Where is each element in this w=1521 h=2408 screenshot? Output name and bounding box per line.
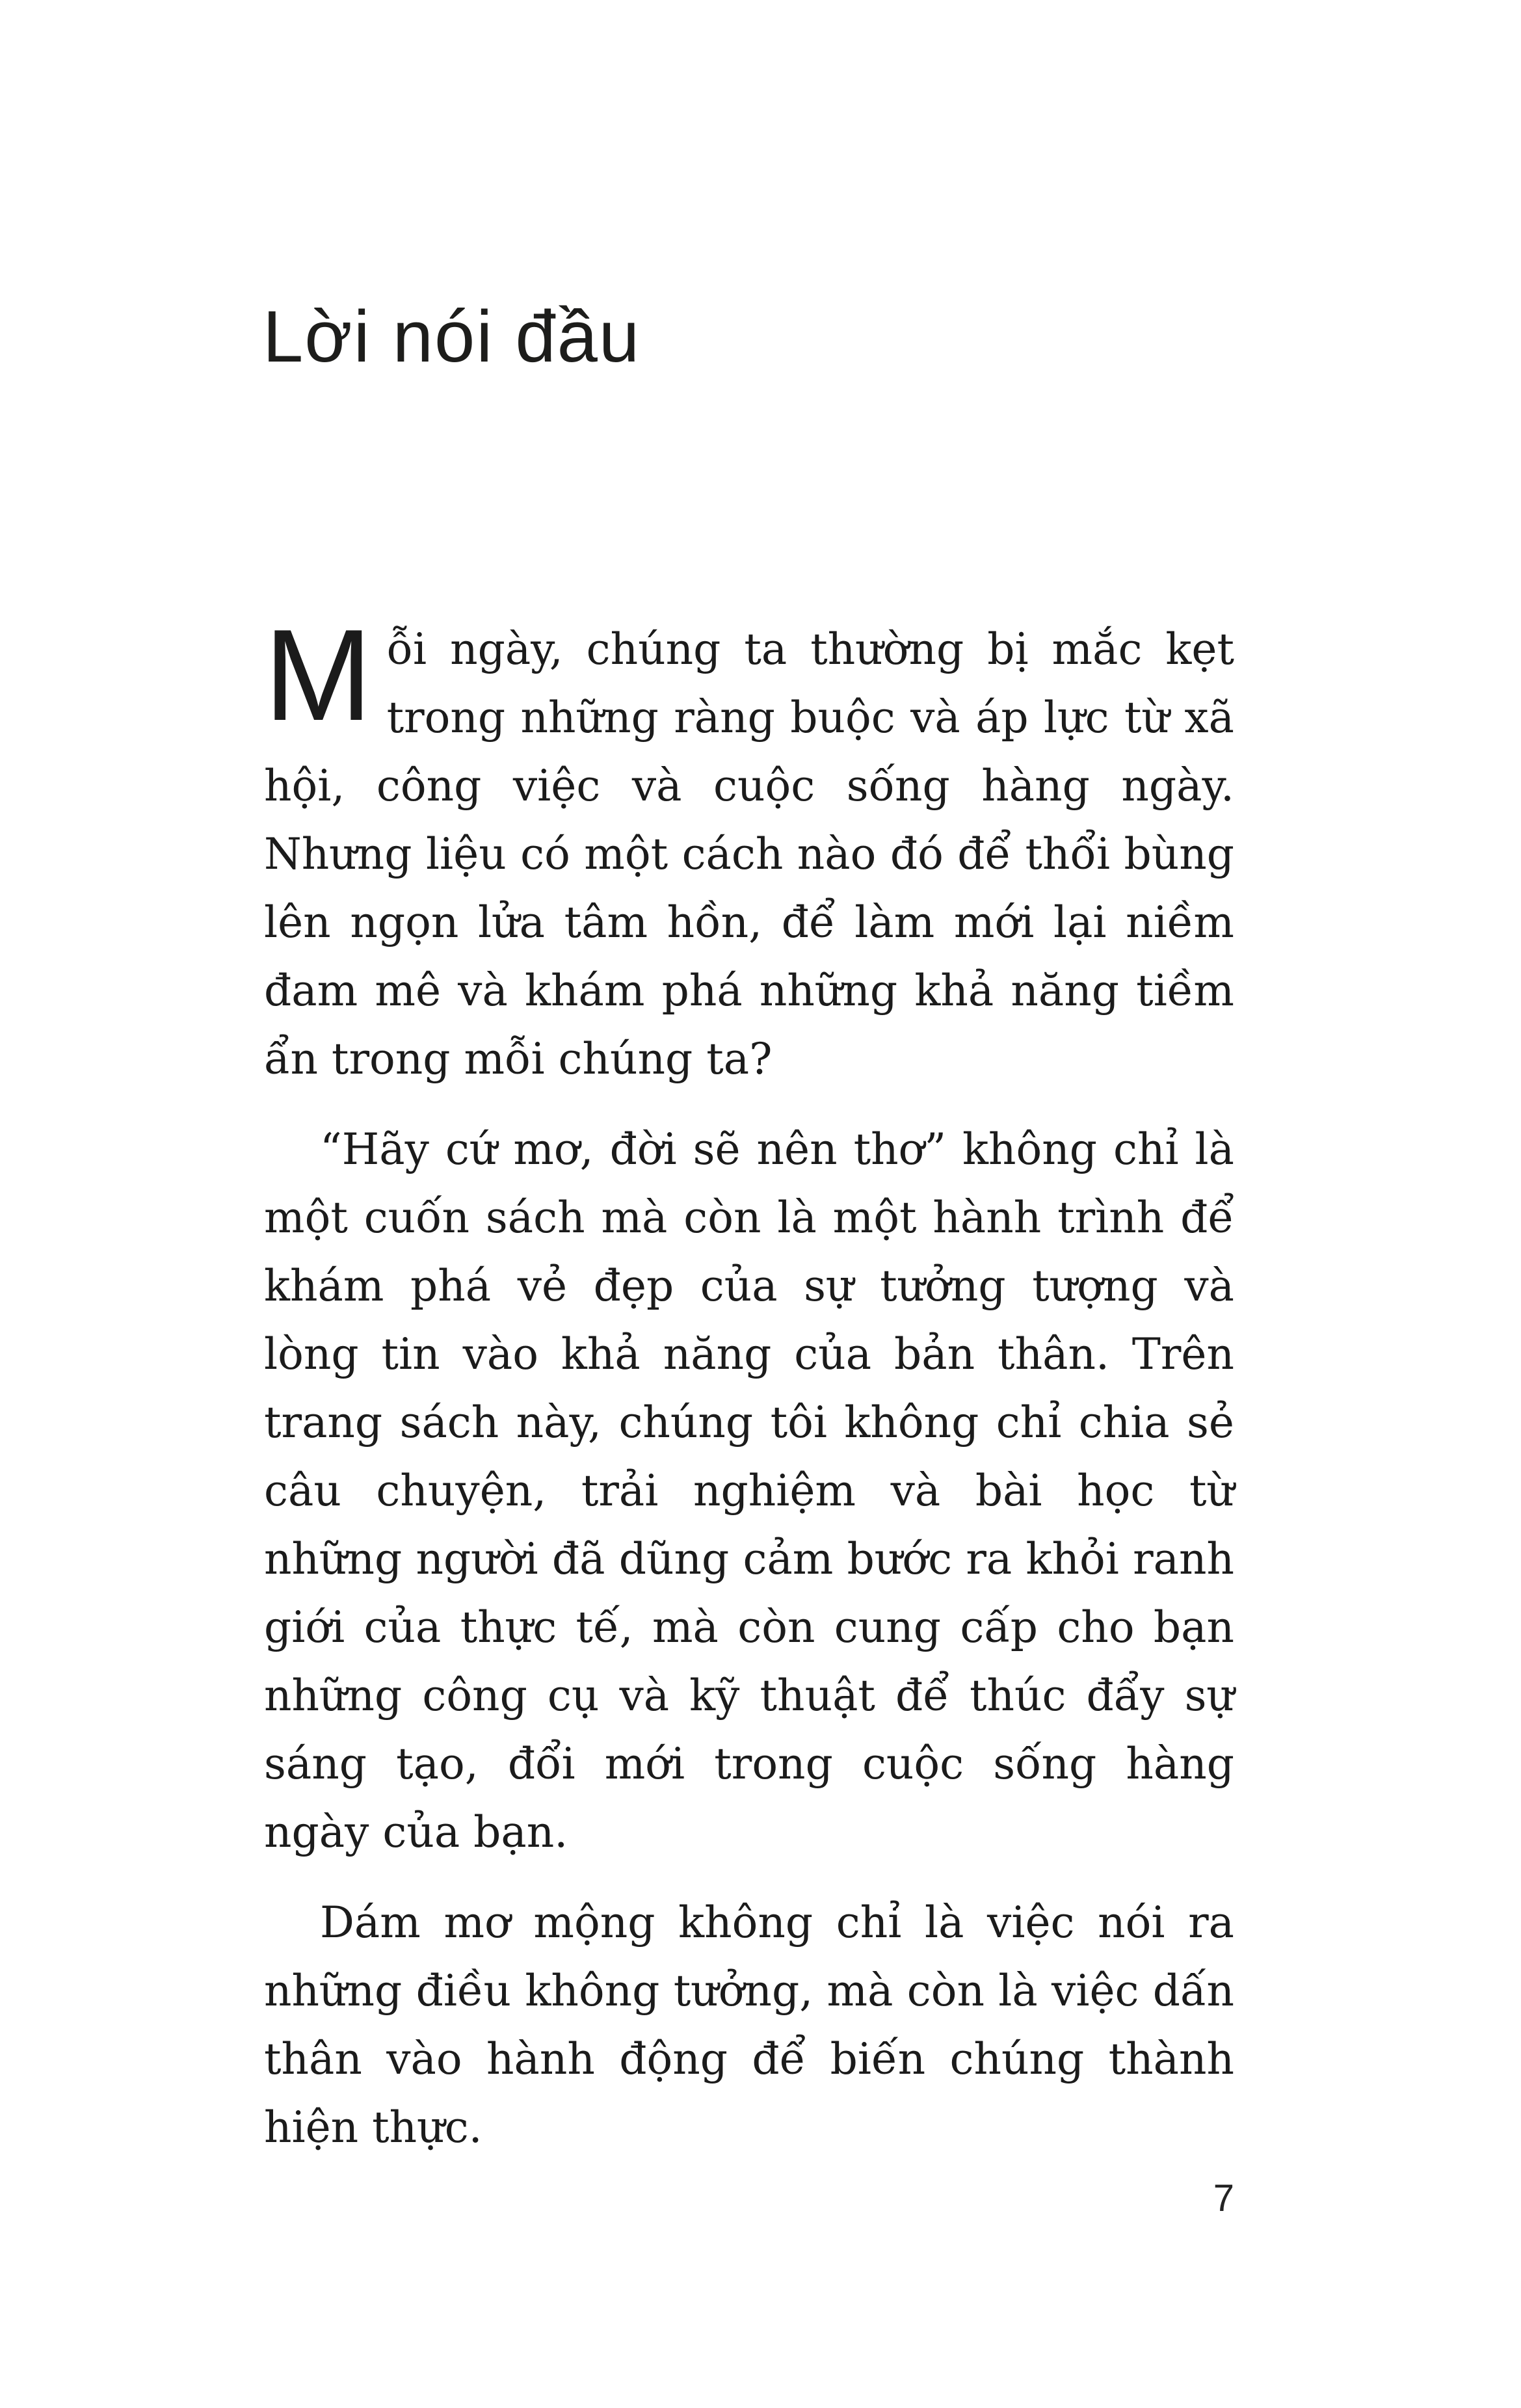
chapter-title: Lời nói đầu (263, 296, 641, 377)
paragraph-1-text: ỗi ngày, chúng ta thường bị mắc kẹt trong những ràng buộc và áp lực từ xã hội, công việc và cuộc sống hàng ngày. Nhưng liệu có một cách nào đó để thổi bùng lên ngọn lửa tâm hồn, để làm mới lại niềm đam mê và khám phá những khả năng tiềm ẩn trong mỗi chúng ta? (264, 624, 1234, 1084)
paragraph-3: Dám mơ mộng không chỉ là việc nói ra những điều không tưởng, mà còn là việc dấn thân vào hành động để biến chúng thành hiện thực. (264, 1898, 1234, 2152)
body-text (264, 603, 1234, 2184)
drop-cap: M (264, 603, 373, 748)
page-number: 7 (1213, 2177, 1234, 2219)
paragraph-2: “Hãy cứ mơ, đời sẽ nên thơ” không chỉ là một cuốn sách mà còn là một hành trình để khám phá vẻ đẹp của sự tưởng tượng và lòng tin vào khả năng của bản thân. Trên trang sách này, chúng tôi không chỉ chia sẻ câu chuyện, trải nghiệm và bài học từ những người đã dũng cảm bước ra khỏi ranh giới của thực tế, mà còn cung cấp cho bạn những công cụ và kỹ thuật để thúc đẩy sự sáng tạo, đổi mới trong cuộc sống hàng ngày của bạn. (264, 1124, 1234, 1857)
paragraph-1 (264, 603, 1234, 1093)
